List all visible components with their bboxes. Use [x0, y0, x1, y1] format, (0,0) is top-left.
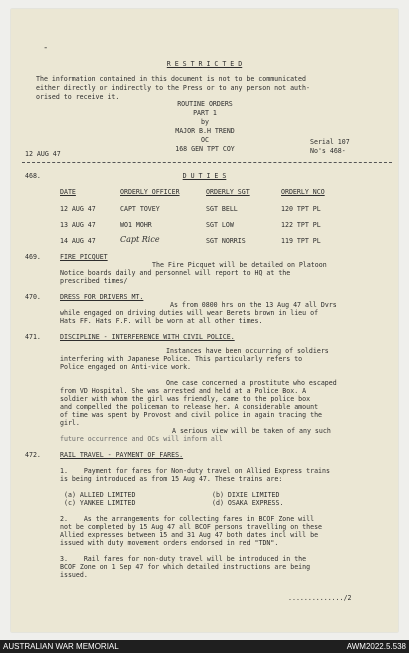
separator-line	[22, 162, 392, 163]
page-continuation: ............../2	[288, 594, 352, 602]
archive-footer	[0, 640, 409, 653]
order-numbers: No's 468-	[310, 147, 346, 155]
handwritten-officer-name: Capt Rice	[120, 235, 160, 244]
discipline-heading: DISCIPLINE - INTERFERENCE WITH CIVIL POLICE.	[60, 333, 235, 341]
order-number-469: 469.	[25, 253, 41, 261]
top-mark: -	[43, 43, 49, 53]
list-item: (d) OSAKA EXPRESS.	[212, 499, 284, 507]
archive-name: AUSTRALIAN WAR MEMORIAL	[3, 642, 119, 651]
rail-travel-heading: RAIL TRAVEL - PAYMENT OF FARES.	[60, 451, 184, 459]
order-number-470: 470.	[25, 293, 41, 301]
serial-number: Serial 107	[310, 138, 350, 146]
order-number-471: 471.	[25, 333, 41, 341]
list-item: (b) DIXIE LIMITED	[212, 491, 280, 499]
dress-heading: DRESS FOR DRIVERS MT.	[60, 293, 144, 301]
archive-reference: AWM2022.5.538	[346, 642, 406, 651]
order-number-468: 468.	[25, 172, 41, 180]
list-item: (a) ALLIED LIMITED	[64, 491, 136, 499]
classification-heading: R E S T R I C T E D	[166, 60, 243, 68]
list-item: (c) YANKEE LIMITED	[64, 499, 136, 507]
fire-picquet-heading: FIRE PICQUET	[60, 253, 108, 261]
order-date: 12 AUG 47	[25, 150, 61, 158]
order-number-472: 472.	[25, 451, 41, 459]
duties-heading: D U T I E S	[182, 172, 227, 180]
